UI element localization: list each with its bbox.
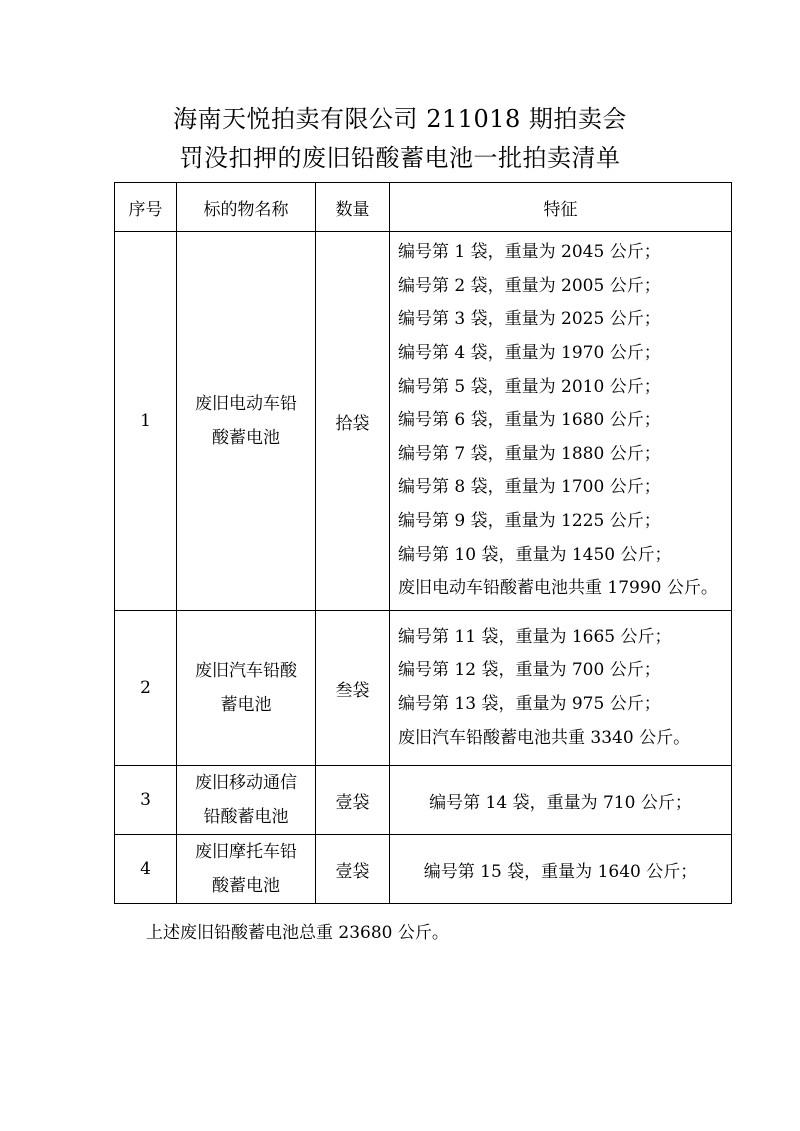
feature-line: 编号第 14 袋，重量为 710 公斤； [429,792,692,813]
table-row [115,766,732,835]
row-index: 3 [115,766,177,835]
feature-line: 编号第 11 袋，重量为 1665 公斤； [398,626,672,647]
row-name: 废旧电动车铅酸蓄电池 [195,394,297,448]
auction-list-table [114,182,732,904]
row-name-cell [177,835,316,904]
row-name-cell [177,611,316,766]
table-row [115,611,732,766]
row-quantity: 壹袋 [316,835,390,904]
page-title-line-1: 海南天悦拍卖有限公司 211018 期拍卖会 [173,105,627,133]
header-features: 特征 [390,183,732,232]
row-index: 1 [115,232,177,611]
row-quantity: 壹袋 [316,766,390,835]
table-row [115,835,732,904]
row-features-cell [390,611,732,766]
feature-list [390,236,731,606]
table-row [115,232,732,611]
row-quantity: 叁袋 [316,611,390,766]
feature-line: 编号第 2 袋，重量为 2005 公斤； [398,275,661,296]
row-name: 废旧移动通信铅酸蓄电池 [195,773,297,827]
feature-total-line: 废旧电动车铅酸蓄电池共重 17990 公斤。 [398,578,718,599]
feature-line: 编号第 13 袋，重量为 975 公斤； [398,694,661,714]
row-quantity: 拾袋 [316,232,390,611]
feature-line: 编号第 7 袋，重量为 1880 公斤； [398,443,661,464]
feature-line: 编号第 10 袋，重量为 1450 公斤； [398,544,672,565]
header-name: 标的物名称 [177,183,316,232]
page-title-line-2: 罚没扣押的废旧铅酸蓄电池一批拍卖清单 [179,144,621,172]
feature-line: 编号第 15 袋，重量为 1640 公斤； [423,861,698,882]
feature-line: 编号第 8 袋，重量为 1700 公斤； [398,477,661,498]
total-weight-note: 上述废旧铅酸蓄电池总重 23680 公斤。 [146,923,449,943]
row-features-cell [390,766,732,835]
feature-line: 编号第 6 袋，重量为 1680 公斤； [398,410,661,431]
feature-line: 编号第 3 袋，重量为 2025 公斤； [398,309,661,330]
header-quantity: 数量 [316,183,390,232]
row-features-cell [390,835,732,904]
row-name: 废旧摩托车铅酸蓄电池 [195,842,297,896]
feature-line: 编号第 9 袋，重量为 1225 公斤； [398,510,661,531]
feature-list [390,621,731,755]
feature-line: 编号第 4 袋，重量为 1970 公斤； [398,343,661,364]
row-index: 2 [115,611,177,766]
feature-total-line: 废旧汽车铅酸蓄电池共重 3340 公斤。 [398,727,691,748]
row-features-cell [390,232,732,611]
feature-line: 编号第 1 袋，重量为 2045 公斤； [398,242,661,263]
row-name: 废旧汽车铅酸蓄电池 [195,661,297,715]
feature-line: 编号第 5 袋，重量为 2010 公斤； [398,376,661,397]
table-header-row [115,183,732,232]
row-index: 4 [115,835,177,904]
feature-line: 编号第 12 袋，重量为 700 公斤； [398,660,661,681]
row-name-cell [177,766,316,835]
header-index: 序号 [115,183,177,232]
row-name-cell [177,232,316,611]
